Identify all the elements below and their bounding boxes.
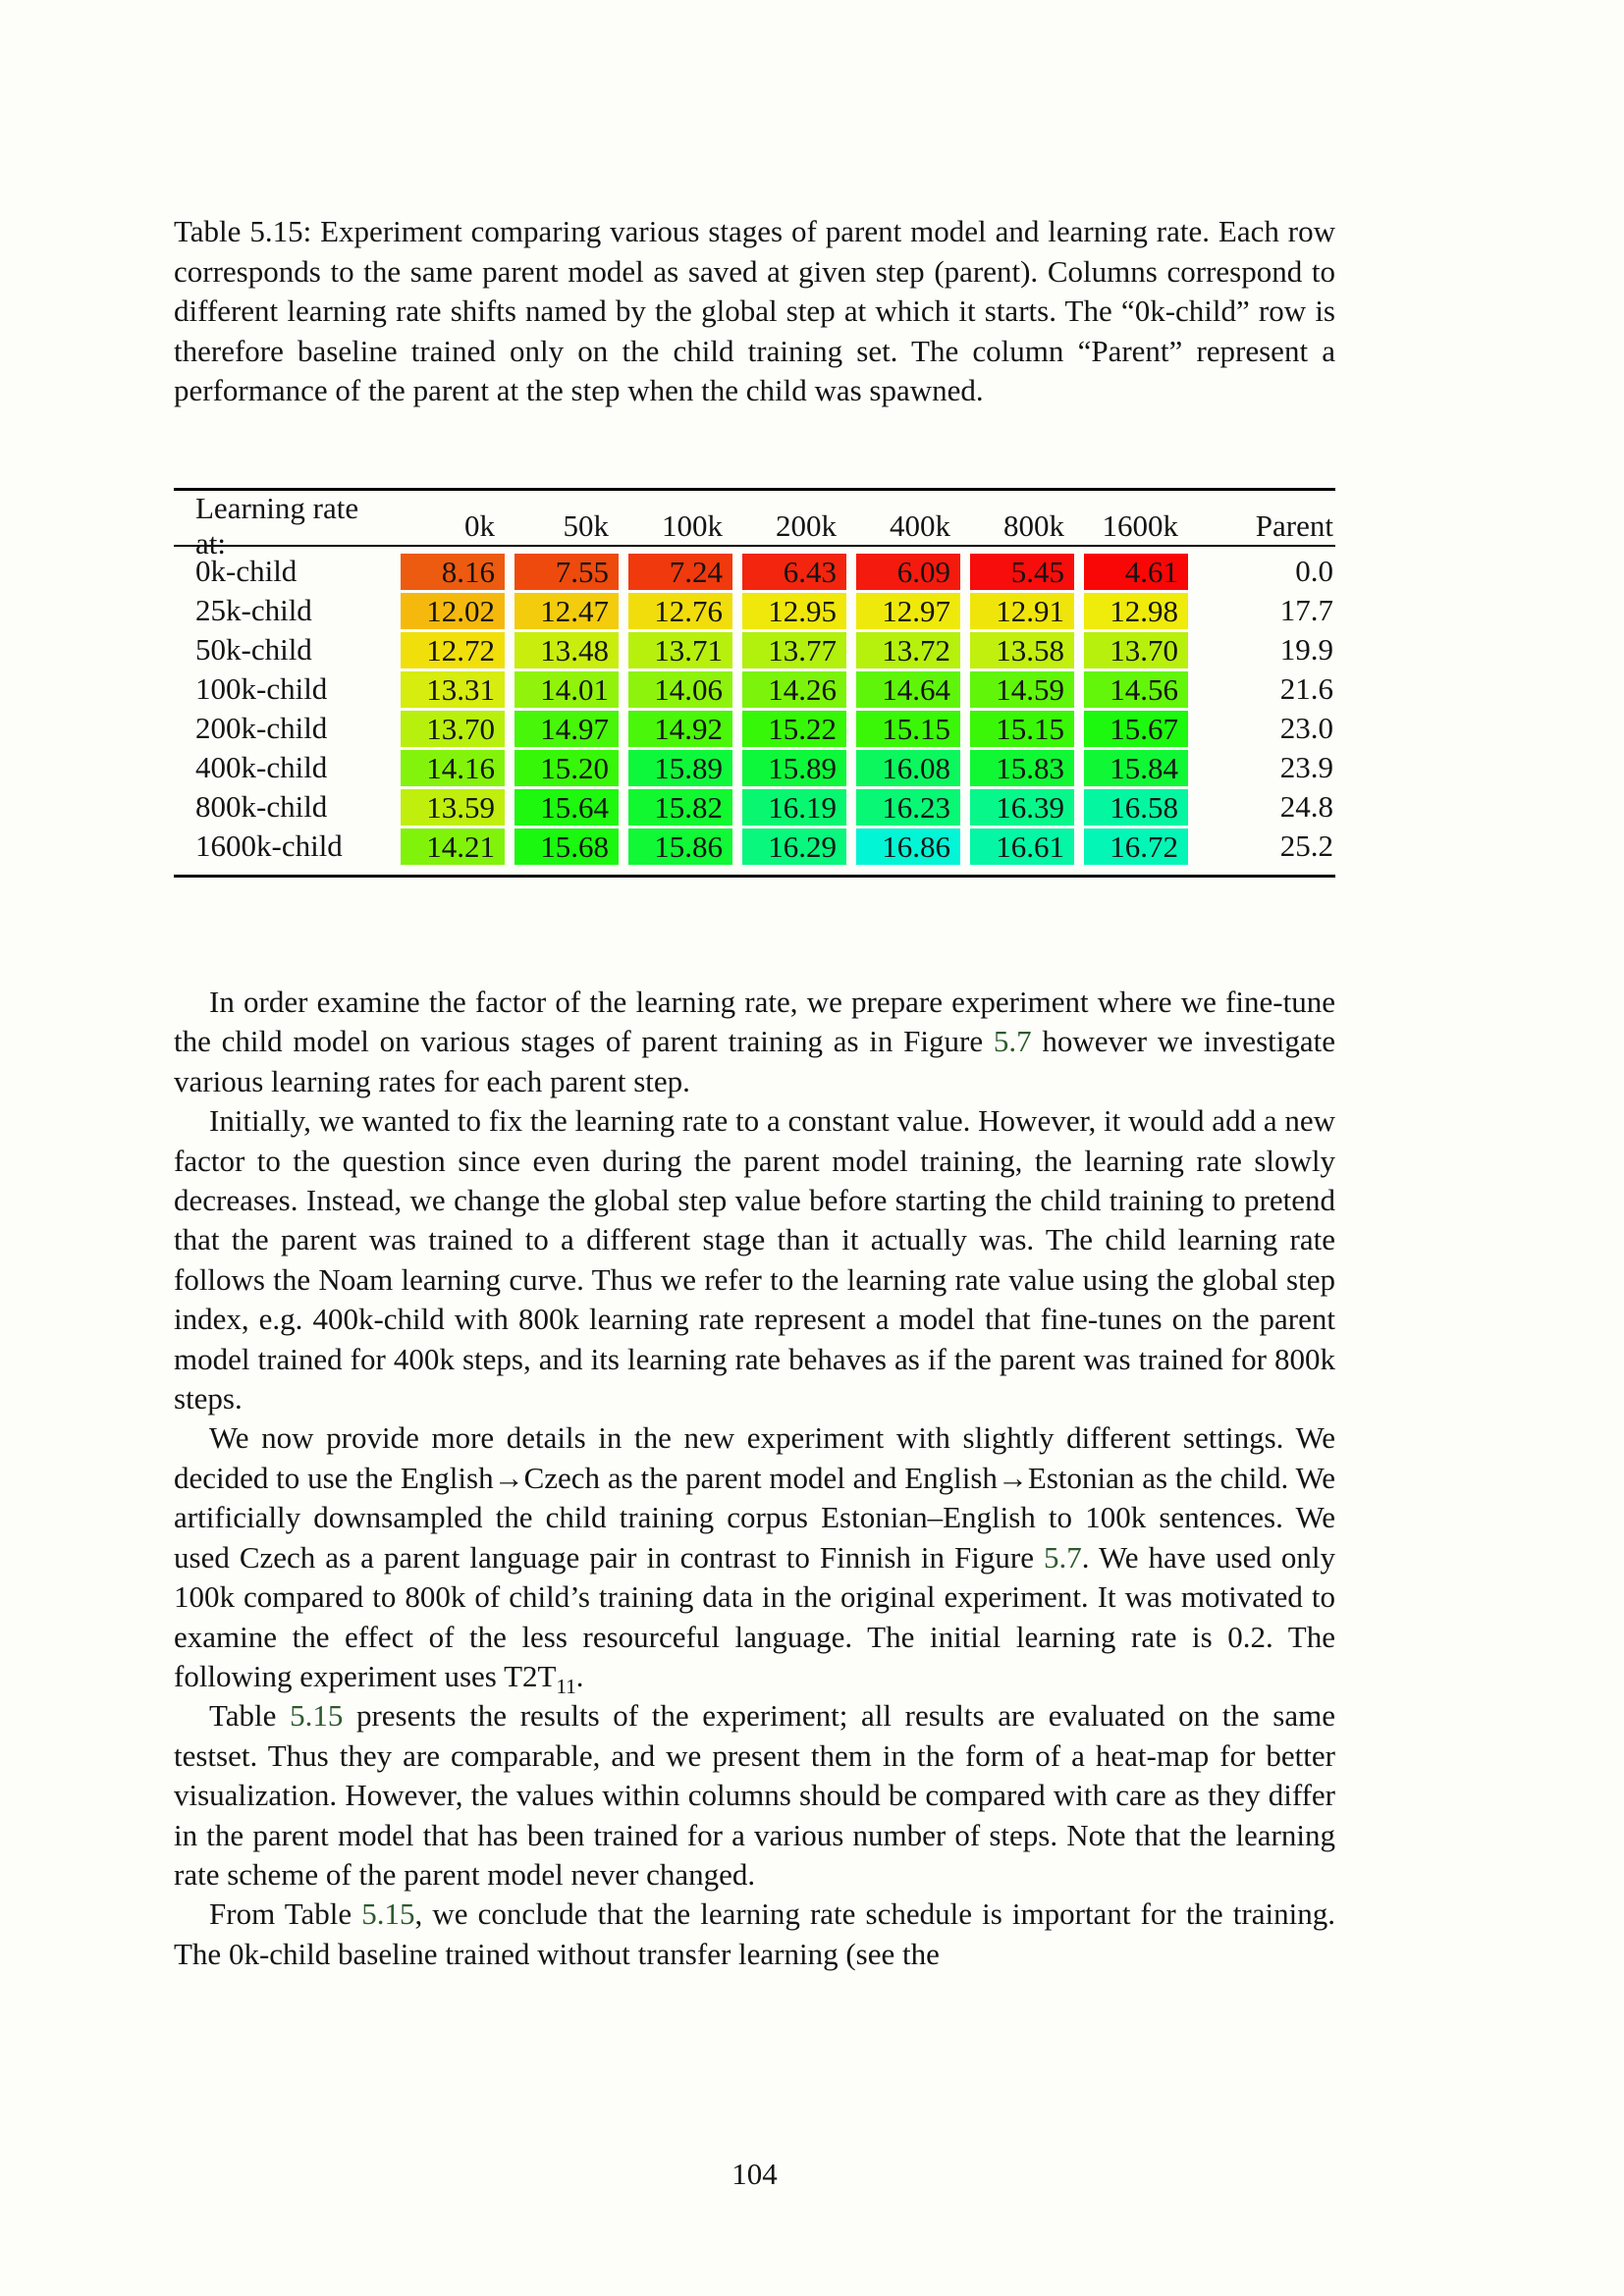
table-row: [174, 591, 1335, 630]
parent-value: 23.0: [1279, 711, 1333, 745]
heatmap-cell-value: 6.43: [742, 554, 846, 590]
heatmap-cell-value: 16.29: [742, 828, 846, 865]
table-header-row: [174, 488, 1335, 561]
heatmap-cell-value: 15.67: [1084, 711, 1188, 747]
heatmap-cell: [623, 671, 736, 708]
heatmap-cell: [623, 554, 736, 590]
heatmap-cell: [509, 671, 623, 708]
heatmap-cell: [964, 593, 1078, 629]
cross-reference-link[interactable]: 5.7: [993, 1024, 1032, 1059]
heatmap-cell-value: 13.58: [970, 632, 1074, 668]
heatmap-cell: [850, 593, 964, 629]
heatmap-cell: [1078, 671, 1192, 708]
row-label: 1600k-child: [195, 828, 343, 863]
heatmap-cell: [736, 671, 850, 708]
table-caption-text: Table 5.15: Experiment comparing various stages of parent model and learning rate. Each row corresponds to the same parent model as saved at given step (parent). Columns correspond to different learning rate shifts named by the global step at which it starts. The “0k-child” row is therefore baseline trained only on the child training set. The column “Parent” represent a performance of the parent at the step when the child was spawned.: [174, 214, 1335, 407]
paragraph: In order examine the factor of the learning rate, we prepare experiment where we fine-tune the child model on various stages of parent training as in Figure 5.7 however we investigate various learning rates for each parent step.: [174, 985, 1335, 1098]
heatmap-cell-value: 16.86: [856, 828, 960, 865]
heatmap-cell-value: 12.91: [970, 593, 1074, 629]
row-label: 200k-child: [195, 711, 328, 745]
paragraph: From Table 5.15, we conclude that the learning rate schedule is important for the training. The 0k-child baseline trained without transfer learning (see the: [174, 1896, 1335, 1971]
heatmap-cell: [1078, 593, 1192, 629]
heatmap-cell-value: 7.24: [628, 554, 732, 590]
heatmap-cell: [1078, 711, 1192, 747]
heatmap-cell-value: 15.64: [514, 789, 619, 826]
heatmap-cell: [964, 750, 1078, 786]
heatmap-cell-value: 12.47: [514, 593, 619, 629]
heatmap-cell: [509, 632, 623, 668]
heatmap-cell: [509, 593, 623, 629]
heatmap-cell: [395, 593, 509, 629]
heatmap-cell-value: 12.72: [401, 632, 505, 668]
heatmap-cell: [1078, 789, 1192, 826]
heatmap-cell-value: 14.06: [628, 671, 732, 708]
heatmap-cell: [395, 632, 509, 668]
heatmap-cell-value: 15.15: [970, 711, 1074, 747]
col-header-50k: 50k: [563, 508, 609, 543]
parent-value: 24.8: [1279, 789, 1333, 824]
heatmap-cell: [736, 789, 850, 826]
heatmap-cell-value: 15.22: [742, 711, 846, 747]
heatmap-cell: [736, 711, 850, 747]
heatmap-cell: [1078, 750, 1192, 786]
col-header-400k: 400k: [890, 508, 950, 543]
heatmap-cell: [850, 632, 964, 668]
heatmap-cell-value: 14.64: [856, 671, 960, 708]
heatmap-cell: [623, 632, 736, 668]
heatmap-cell: [623, 828, 736, 865]
heatmap-cell: [395, 671, 509, 708]
heatmap-cell-value: 16.61: [970, 828, 1074, 865]
heatmap-cell-value: 16.58: [1084, 789, 1188, 826]
cross-reference-link[interactable]: 5.15: [290, 1698, 344, 1734]
table-caption: [174, 212, 1335, 411]
results-heatmap-table: [174, 488, 1335, 878]
heatmap-cell: [509, 711, 623, 747]
heatmap-cell-value: 16.19: [742, 789, 846, 826]
heatmap-cell-value: 15.89: [742, 750, 846, 786]
heatmap-cell-value: 13.70: [401, 711, 505, 747]
row-label: 25k-child: [195, 593, 312, 627]
paragraph: Table 5.15 presents the results of the experiment; all results are evaluated on the same testset. Thus they are comparable, and we present them in the form of a heat-map for better visualization. However, the values within columns should be compared with care as they differ in the parent model that has been trained for a various number of steps. Note that the learning rate scheme of the parent model never changed.: [174, 1698, 1336, 1892]
heatmap-cell: [395, 711, 509, 747]
cross-reference-link[interactable]: 5.15: [361, 1896, 415, 1932]
table-row: [174, 827, 1335, 866]
heatmap-cell-value: 14.01: [514, 671, 619, 708]
heatmap-cell-value: 12.98: [1084, 593, 1188, 629]
heatmap-cell: [395, 554, 509, 590]
col-header-200k: 200k: [776, 508, 837, 543]
heatmap-cell-value: 8.16: [401, 554, 505, 590]
row-label: 400k-child: [195, 750, 328, 784]
table-row: [174, 630, 1335, 669]
heatmap-cell-value: 15.15: [856, 711, 960, 747]
heatmap-cell-value: 14.97: [514, 711, 619, 747]
heatmap-cell: [736, 593, 850, 629]
heatmap-cell: [964, 554, 1078, 590]
col-header-learning-rate: Learning rate at:: [195, 491, 359, 561]
heatmap-cell-value: 16.08: [856, 750, 960, 786]
heatmap-cell-value: 12.95: [742, 593, 846, 629]
heatmap-cell: [964, 671, 1078, 708]
heatmap-cell: [964, 632, 1078, 668]
heatmap-cell: [736, 828, 850, 865]
heatmap-cell: [964, 789, 1078, 826]
heatmap-cell: [964, 828, 1078, 865]
heatmap-cell: [623, 789, 736, 826]
heatmap-cell-value: 14.59: [970, 671, 1074, 708]
heatmap-cell-value: 4.61: [1084, 554, 1188, 590]
heatmap-cell-value: 15.20: [514, 750, 619, 786]
heatmap-cell: [850, 554, 964, 590]
heatmap-cell-value: 13.77: [742, 632, 846, 668]
heatmap-cell-value: 16.23: [856, 789, 960, 826]
heatmap-cell-value: 16.39: [970, 789, 1074, 826]
col-header-parent: Parent: [1255, 508, 1333, 543]
heatmap-cell-value: 12.97: [856, 593, 960, 629]
col-header-800k: 800k: [1003, 508, 1064, 543]
table-row: [174, 709, 1335, 748]
heatmap-cell: [395, 828, 509, 865]
heatmap-cell: [509, 789, 623, 826]
paragraph: Initially, we wanted to fix the learning rate to a constant value. However, it would add a new factor to the question since even during the parent model training, the learning rate slowly decreases. Instead, we change the global step value before starting the child training to pretend that the parent was trained to a different stage than it actually was. The child learning rate follows the Noam learning curve. Thus we refer to the learning rate value using the global step index, e.g. 400k-child with 800k learning rate represent a model that fine-tunes on the parent model trained for 400k steps, and its learning rate behaves as if the parent was trained for 800k steps.: [174, 1103, 1335, 1416]
heatmap-cell-value: 16.72: [1084, 828, 1188, 865]
parent-value: 25.2: [1279, 828, 1333, 863]
paragraph: We now provide more details in the new experiment with slightly different settings. We decided to use the English→Czech as the parent model and English→Estonian as the child. We artificially downsampled the child training corpus Estonian–English to 100k sentences. We used Czech as a parent language pair in contrast to Finnish in Figure 5.7. We have used only 100k compared to 800k of child’s training data in the original experiment. It was motivated to examine the effect of the less resourceful language. The initial learning rate is 0.2. The following experiment uses $T2T_{11}$.: [174, 1420, 1335, 1699]
heatmap-cell-value: 13.72: [856, 632, 960, 668]
heatmap-cell: [850, 828, 964, 865]
heatmap-cell: [509, 554, 623, 590]
heatmap-cell: [850, 789, 964, 826]
heatmap-cell-value: 13.59: [401, 789, 505, 826]
heatmap-cell: [623, 711, 736, 747]
parent-value: 19.9: [1279, 632, 1333, 667]
col-header-100k: 100k: [662, 508, 723, 543]
table-row: [174, 552, 1335, 591]
heatmap-cell: [850, 711, 964, 747]
col-header-1600k: 1600k: [1102, 508, 1178, 543]
heatmap-cell: [736, 632, 850, 668]
heatmap-cell: [964, 711, 1078, 747]
heatmap-cell-value: 15.82: [628, 789, 732, 826]
heatmap-cell-value: 12.76: [628, 593, 732, 629]
heatmap-cell: [1078, 632, 1192, 668]
cross-reference-link[interactable]: 5.7: [1044, 1539, 1082, 1575]
row-label: 800k-child: [195, 789, 328, 824]
heatmap-cell-value: 14.56: [1084, 671, 1188, 708]
heatmap-cell-value: 14.26: [742, 671, 846, 708]
heatmap-cell-value: 15.83: [970, 750, 1074, 786]
heatmap-cell-value: 7.55: [514, 554, 619, 590]
heatmap-cell-value: 12.02: [401, 593, 505, 629]
heatmap-cell-value: 5.45: [970, 554, 1074, 590]
row-label: 0k-child: [195, 554, 298, 588]
heatmap-cell-value: 15.68: [514, 828, 619, 865]
heatmap-cell: [736, 554, 850, 590]
table-row: [174, 787, 1335, 827]
subscript: 11: [556, 1675, 576, 1699]
heatmap-cell: [623, 593, 736, 629]
col-header-0k: 0k: [464, 508, 495, 543]
row-label: 100k-child: [195, 671, 328, 706]
table-row: [174, 748, 1335, 787]
heatmap-cell-value: 15.86: [628, 828, 732, 865]
heatmap-cell-value: 14.21: [401, 828, 505, 865]
heatmap-cell-value: 6.09: [856, 554, 960, 590]
parent-value: 23.9: [1279, 750, 1333, 784]
table-row: [174, 669, 1335, 709]
heatmap-cell: [395, 750, 509, 786]
parent-value: 21.6: [1279, 671, 1333, 706]
heatmap-cell: [736, 750, 850, 786]
heatmap-cell-value: 14.92: [628, 711, 732, 747]
heatmap-cell-value: 15.89: [628, 750, 732, 786]
heatmap-cell: [850, 750, 964, 786]
body-text: [174, 983, 1335, 1974]
heatmap-cell: [509, 828, 623, 865]
heatmap-cell-value: 13.31: [401, 671, 505, 708]
heatmap-cell-value: 13.71: [628, 632, 732, 668]
table-body: [174, 547, 1335, 878]
heatmap-cell: [623, 750, 736, 786]
heatmap-cell: [509, 750, 623, 786]
heatmap-cell: [395, 789, 509, 826]
parent-value: 17.7: [1279, 593, 1333, 627]
heatmap-cell-value: 13.48: [514, 632, 619, 668]
row-label: 50k-child: [195, 632, 312, 667]
parent-value: 0.0: [1295, 554, 1333, 588]
page-number: 104: [731, 2157, 778, 2191]
heatmap-cell: [850, 671, 964, 708]
heatmap-cell-value: 14.16: [401, 750, 505, 786]
heatmap-cell-value: 15.84: [1084, 750, 1188, 786]
heatmap-cell: [1078, 828, 1192, 865]
heatmap-cell: [1078, 554, 1192, 590]
heatmap-cell-value: 13.70: [1084, 632, 1188, 668]
